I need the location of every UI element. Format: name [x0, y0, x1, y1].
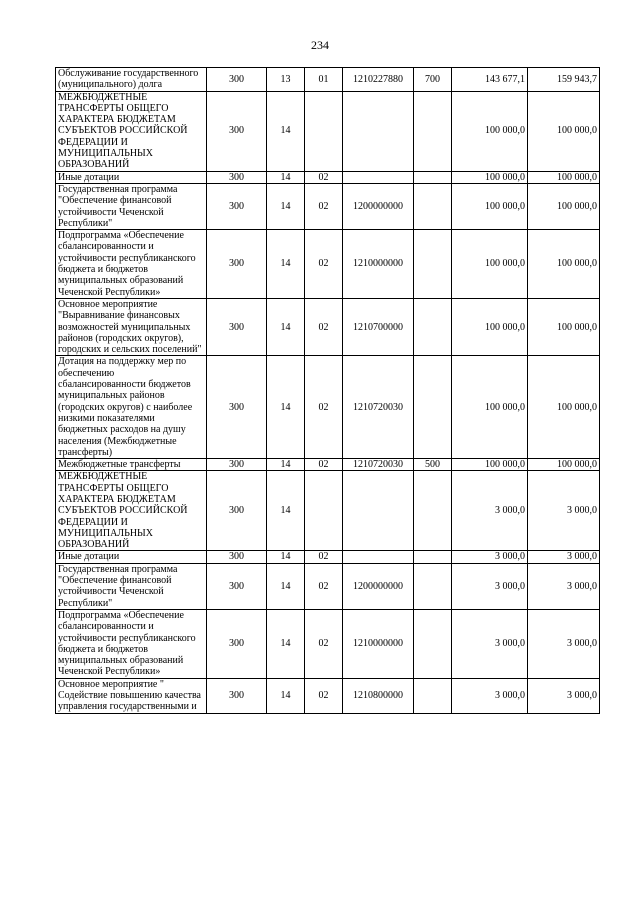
row-gr-code: 300	[207, 356, 267, 459]
row-amount-1: 3 000,0	[452, 471, 528, 551]
row-gr-code: 300	[207, 563, 267, 609]
table-row	[56, 68, 600, 92]
budget-table	[55, 67, 600, 714]
row-name: Обслуживание государственного (муниципального) долга	[56, 68, 207, 92]
row-target-article: 1200000000	[343, 563, 414, 609]
row-name: Межбюджетные трансферты	[56, 459, 207, 471]
row-subsection-code: 02	[305, 356, 343, 459]
row-expense-type	[414, 609, 452, 678]
row-name: Иные дотации	[56, 551, 207, 563]
row-amount-1: 100 000,0	[452, 91, 528, 171]
row-section-code: 14	[267, 230, 305, 299]
row-amount-2: 100 000,0	[528, 298, 600, 355]
row-target-article: 1210720030	[343, 356, 414, 459]
row-amount-1: 100 000,0	[452, 298, 528, 355]
row-expense-type	[414, 678, 452, 713]
row-expense-type	[414, 171, 452, 183]
row-gr-code: 300	[207, 298, 267, 355]
row-amount-1: 100 000,0	[452, 356, 528, 459]
row-section-code: 14	[267, 609, 305, 678]
row-amount-2: 100 000,0	[528, 459, 600, 471]
row-amount-1: 3 000,0	[452, 609, 528, 678]
row-section-code: 14	[267, 678, 305, 713]
row-amount-2: 3 000,0	[528, 471, 600, 551]
table-row	[56, 551, 600, 563]
row-gr-code: 300	[207, 551, 267, 563]
row-name: МЕЖБЮДЖЕТНЫЕ ТРАНСФЕРТЫ ОБЩЕГО ХАРАКТЕРА БЮДЖЕТАМ СУБЪЕКТОВ РОССИЙСКОЙ ФЕДЕРАЦИИ И МУНИЦИПАЛЬНЫХ ОБРАЗОВАНИЙ	[56, 91, 207, 171]
row-expense-type	[414, 183, 452, 229]
table-row	[56, 678, 600, 713]
row-amount-2: 3 000,0	[528, 678, 600, 713]
row-section-code: 14	[267, 563, 305, 609]
row-expense-type: 700	[414, 68, 452, 92]
row-section-code: 14	[267, 171, 305, 183]
table-row	[56, 471, 600, 551]
table-row	[56, 298, 600, 355]
row-expense-type	[414, 230, 452, 299]
row-expense-type	[414, 551, 452, 563]
row-subsection-code: 02	[305, 678, 343, 713]
row-subsection-code	[305, 471, 343, 551]
row-expense-type: 500	[414, 459, 452, 471]
row-amount-2: 159 943,7	[528, 68, 600, 92]
row-subsection-code	[305, 91, 343, 171]
row-amount-2: 3 000,0	[528, 563, 600, 609]
row-amount-1: 100 000,0	[452, 459, 528, 471]
row-section-code: 14	[267, 91, 305, 171]
row-target-article: 1210227880	[343, 68, 414, 92]
row-target-article	[343, 471, 414, 551]
row-expense-type	[414, 91, 452, 171]
row-amount-2: 100 000,0	[528, 230, 600, 299]
row-section-code: 14	[267, 183, 305, 229]
row-subsection-code: 02	[305, 183, 343, 229]
row-amount-2: 100 000,0	[528, 183, 600, 229]
row-section-code: 14	[267, 551, 305, 563]
row-target-article: 1210700000	[343, 298, 414, 355]
row-subsection-code: 02	[305, 298, 343, 355]
row-section-code: 14	[267, 459, 305, 471]
row-subsection-code: 02	[305, 563, 343, 609]
row-amount-1: 100 000,0	[452, 183, 528, 229]
row-name: МЕЖБЮДЖЕТНЫЕ ТРАНСФЕРТЫ ОБЩЕГО ХАРАКТЕРА БЮДЖЕТАМ СУБЪЕКТОВ РОССИЙСКОЙ ФЕДЕРАЦИИ И МУНИЦИПАЛЬНЫХ ОБРАЗОВАНИЙ	[56, 471, 207, 551]
table-row	[56, 230, 600, 299]
table-row	[56, 356, 600, 459]
row-name: Основное мероприятие " Содействие повышению качества управления государственными и	[56, 678, 207, 713]
row-amount-1: 3 000,0	[452, 678, 528, 713]
row-gr-code: 300	[207, 91, 267, 171]
row-target-article: 1210720030	[343, 459, 414, 471]
row-subsection-code: 01	[305, 68, 343, 92]
row-target-article: 1210800000	[343, 678, 414, 713]
row-amount-2: 100 000,0	[528, 356, 600, 459]
row-expense-type	[414, 563, 452, 609]
row-target-article	[343, 171, 414, 183]
row-gr-code: 300	[207, 678, 267, 713]
table-row	[56, 563, 600, 609]
table-row	[56, 171, 600, 183]
row-target-article: 1210000000	[343, 230, 414, 299]
table-row	[56, 459, 600, 471]
row-name: Подпрограмма «Обеспечение сбалансированности и устойчивости республиканского бюджета и бюджетов муниципальных образований Чеченской Республики»	[56, 230, 207, 299]
row-gr-code: 300	[207, 609, 267, 678]
table-row	[56, 183, 600, 229]
row-name: Государственная программа "Обеспечение финансовой устойчивости Чеченской Республики"	[56, 563, 207, 609]
table-row	[56, 91, 600, 171]
row-amount-1: 143 677,1	[452, 68, 528, 92]
row-subsection-code: 02	[305, 171, 343, 183]
row-expense-type	[414, 298, 452, 355]
row-name: Государственная программа "Обеспечение финансовой устойчивости Чеченской Республики"	[56, 183, 207, 229]
row-amount-2: 3 000,0	[528, 609, 600, 678]
row-name: Иные дотации	[56, 171, 207, 183]
row-gr-code: 300	[207, 459, 267, 471]
row-section-code: 13	[267, 68, 305, 92]
row-target-article: 1210000000	[343, 609, 414, 678]
row-amount-2: 3 000,0	[528, 551, 600, 563]
row-gr-code: 300	[207, 183, 267, 229]
row-expense-type	[414, 356, 452, 459]
page-number: 234	[311, 38, 329, 52]
row-target-article: 1200000000	[343, 183, 414, 229]
row-name: Подпрограмма «Обеспечение сбалансированности и устойчивости республиканского бюджета и бюджетов муниципальных образований Чеченской Республики»	[56, 609, 207, 678]
row-section-code: 14	[267, 356, 305, 459]
budget-table-body	[56, 68, 600, 714]
row-gr-code: 300	[207, 230, 267, 299]
row-subsection-code: 02	[305, 551, 343, 563]
row-name: Основное мероприятие "Выравнивание финансовых возможностей муниципальных районов (городских округов), городских и сельских поселений"	[56, 298, 207, 355]
row-subsection-code: 02	[305, 459, 343, 471]
row-target-article	[343, 551, 414, 563]
row-subsection-code: 02	[305, 609, 343, 678]
row-gr-code: 300	[207, 68, 267, 92]
row-amount-2: 100 000,0	[528, 171, 600, 183]
table-row	[56, 609, 600, 678]
row-amount-1: 100 000,0	[452, 171, 528, 183]
row-amount-1: 3 000,0	[452, 563, 528, 609]
row-section-code: 14	[267, 298, 305, 355]
row-gr-code: 300	[207, 171, 267, 183]
row-subsection-code: 02	[305, 230, 343, 299]
row-amount-2: 100 000,0	[528, 91, 600, 171]
row-target-article	[343, 91, 414, 171]
row-section-code: 14	[267, 471, 305, 551]
row-amount-1: 3 000,0	[452, 551, 528, 563]
row-gr-code: 300	[207, 471, 267, 551]
row-expense-type	[414, 471, 452, 551]
row-amount-1: 100 000,0	[452, 230, 528, 299]
row-name: Дотация на поддержку мер по обеспечению сбалансированности бюджетов муниципальных районов (городских округов) с наиболее низкими показателями бюджетных расходов на душу населения (Межбюджетные трансферты)	[56, 356, 207, 459]
